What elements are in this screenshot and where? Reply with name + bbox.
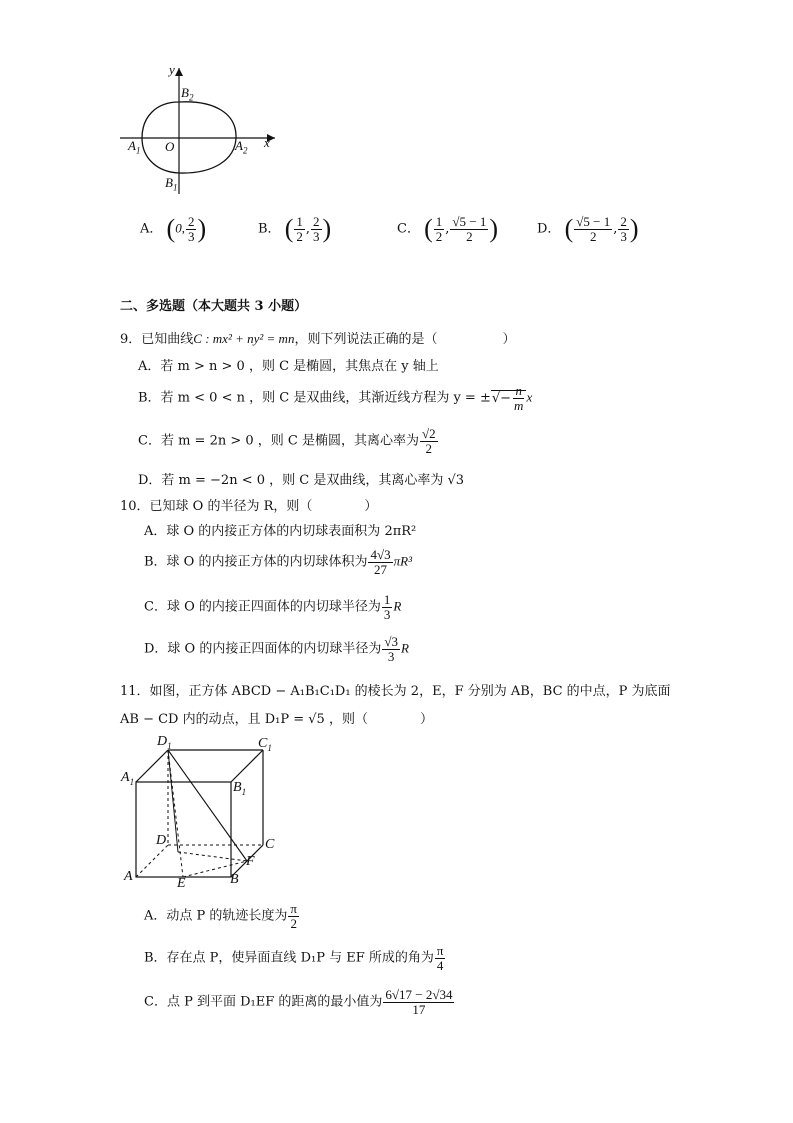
q11-option-b: B．存在点 P，使异面直线 D₁P 与 EF 所成的角为 $\frac{\pi}{4}$	[144, 943, 444, 973]
cube-label-A1: $A_1$	[121, 770, 135, 787]
q8-option-d: D． ( $\frac{√5 - 1}{2}$ , $\frac{2}{3}$ )	[537, 213, 639, 244]
q9-stem: 9．已知曲线C : mx² + ny² = mn，则下列说法正确的是（ ）	[120, 331, 516, 347]
q9-option-c: C．若 m = 2n > 0 ，则 C 是椭圆，其离心率为 $\frac{√2}{2}$	[138, 426, 436, 456]
label-B2: $B_2$	[181, 85, 194, 103]
q9-option-b: B．若 m < 0 < n ，则 C 是双曲线，其渐近线方程为 y = ±√− $\frac{n}{m}$ x	[138, 383, 533, 413]
y-axis-label: y	[169, 62, 175, 77]
cube-label-D1: $D_1$	[157, 734, 172, 751]
cube-label-E: E	[177, 876, 186, 891]
q11-option-a: A．动点 P 的轨迹长度为 $\frac{\pi}{2}$	[144, 901, 297, 931]
q9-option-a: A．若 m > n > 0 ，则 C 是椭圆，其焦点在 y 轴上	[138, 359, 439, 374]
label-A2: $A_2$	[235, 138, 248, 156]
q8-option-c: C． ( $\frac{1}{2}$ , $\frac{√5 - 1}{2}$ )	[397, 213, 499, 244]
q11-stem-line1: 11．如图，正方体 ABCD − A₁B₁C₁D₁ 的棱长为 2，E，F 分别为 AB，BC 的中点，P 为底面	[120, 684, 671, 699]
cube-label-D: D	[156, 833, 167, 848]
label-O: O	[165, 139, 175, 154]
q10-option-d: D．球 O 的内接正四面体的内切球半径为 $\frac{√3}{3}$ R	[144, 634, 409, 664]
q11-option-c: C．点 P 到平面 D₁EF 的距离的最小值为 $\frac{6√17 - 2√34}{17}$	[144, 987, 453, 1017]
q10-option-c: C．球 O 的内接正四面体的内切球半径为 $\frac{1}{3}$ R	[144, 592, 402, 622]
q10-option-b: B．球 O 的内接正方体的内切球体积为 $\frac{4√3}{27}$ πR³	[144, 547, 412, 577]
cube-label-B: B	[230, 872, 239, 887]
x-axis-label: x	[264, 135, 270, 150]
cube-label-C: C	[265, 837, 275, 852]
q10-stem: 10．已知球 O 的半径为 R，则（ ）	[120, 499, 378, 514]
cube-label-B1: $B_1$	[233, 780, 247, 797]
q10-option-a: A．球 O 的内接正方体的内切球表面积为 2πR²	[144, 524, 417, 539]
q11-stem-line2: AB − CD 内的动点，且 D₁P = √5 ，则（ ）	[120, 712, 433, 727]
cube-label-A: A	[124, 869, 133, 884]
cube-figure	[118, 732, 288, 892]
section-heading: 二、多选题（本大题共 3 小题）	[120, 299, 308, 314]
cube-label-F: F	[246, 854, 255, 869]
q8-option-b: B． ( $\frac{1}{2}$ , $\frac{2}{3}$ )	[258, 213, 332, 244]
cube-label-C1: $C_1$	[258, 736, 272, 753]
q9-option-d: D．若 m = −2n < 0 ，则 C 是双曲线，其离心率为 √3	[138, 473, 465, 488]
ellipse-figure	[115, 62, 285, 197]
label-B1: $B_1$	[165, 175, 178, 193]
label-A1: $A_1$	[128, 138, 141, 156]
q8-option-a: A． (0, $\frac{2}{3}$ )	[140, 213, 207, 244]
